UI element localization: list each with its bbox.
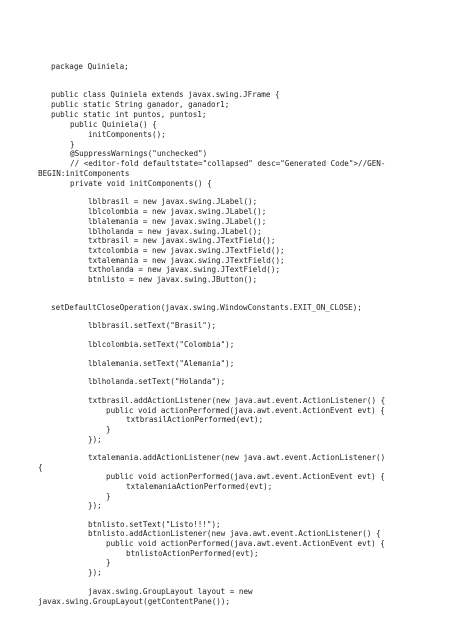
code-line: javax.swing.GroupLayout layout = new: [88, 587, 253, 596]
code-line: lblholanda = new javax.swing.JLabel();: [88, 227, 262, 236]
code-line: txtalemania.addActionListener(new java.awt.event.ActionListener(): [88, 453, 386, 462]
code-line: btnlisto = new javax.swing.JButton();: [88, 275, 258, 284]
code-line: lblcolombia = new javax.swing.JLabel();: [88, 207, 267, 216]
code-line: setDefaultCloseOperation(javax.swing.WindowConstants.EXIT_ON_CLOSE);: [51, 303, 362, 312]
code-line: btnlisto.addActionListener(new java.awt.event.ActionListener() {: [88, 529, 381, 538]
code-line: public void actionPerformed(java.awt.event.ActionEvent evt) {: [106, 472, 385, 481]
code-line: public void actionPerformed(java.awt.event.ActionEvent evt) {: [106, 539, 385, 548]
code-line: lblbrasil.setText("Brasil");: [88, 321, 217, 330]
code-line: });: [88, 568, 102, 577]
code-line: {: [38, 463, 43, 472]
code-line: // <editor-fold defaultstate="collapsed" desc="Generated Code">//GEN-: [70, 159, 386, 168]
code-line: public static String ganador, ganador1;: [51, 100, 230, 109]
code-line: public Quiniela() {: [70, 120, 157, 129]
code-line: private void initComponents() {: [70, 179, 212, 188]
code-line: lblholanda.setText("Holanda");: [88, 377, 226, 386]
code-line: }: [70, 140, 75, 149]
code-line: txtalemania = new javax.swing.JTextField();: [88, 256, 285, 265]
code-line: lblbrasil = new javax.swing.JLabel();: [88, 197, 258, 206]
code-line: });: [88, 501, 102, 510]
code-line: lblalemania = new javax.swing.JLabel();: [88, 217, 267, 226]
code-line: }: [106, 425, 111, 434]
code-line: }: [106, 558, 111, 567]
code-line: @SuppressWarnings("unchecked"): [70, 149, 208, 158]
code-line: txtbrasil = new javax.swing.JTextField();: [88, 236, 276, 245]
code-line: public void actionPerformed(java.awt.event.ActionEvent evt) {: [106, 406, 385, 415]
code-line: btnlisto.setText("Listo!!!");: [88, 520, 221, 529]
code-line: }: [106, 492, 111, 501]
code-line: public static int puntos, puntos1;: [51, 110, 207, 119]
code-line: lblalemania.setText("Alemania");: [88, 359, 235, 368]
code-line: txtholanda = new javax.swing.JTextField();: [88, 265, 281, 274]
code-line: initComponents();: [88, 130, 166, 139]
code-line: txtbrasil.addActionListener(new java.awt.event.ActionListener() {: [88, 396, 386, 405]
code-line: public class Quiniela extends javax.swing.JFrame {: [51, 90, 280, 99]
code-line: });: [88, 435, 102, 444]
code-line: lblcolombia.setText("Colombia");: [88, 340, 235, 349]
code-line: btnlistoActionPerformed(evt);: [126, 549, 259, 558]
code-line: txtcolombia = new javax.swing.JTextField();: [88, 246, 285, 255]
code-line: txtalemaniaActionPerformed(evt);: [126, 482, 273, 491]
code-line: txtbrasilActionPerformed(evt);: [126, 415, 264, 424]
code-line: javax.swing.GroupLayout(getContentPane());: [38, 597, 231, 606]
code-line: package Quiniela;: [51, 62, 129, 71]
code-line: BEGIN:initComponents: [38, 169, 130, 178]
